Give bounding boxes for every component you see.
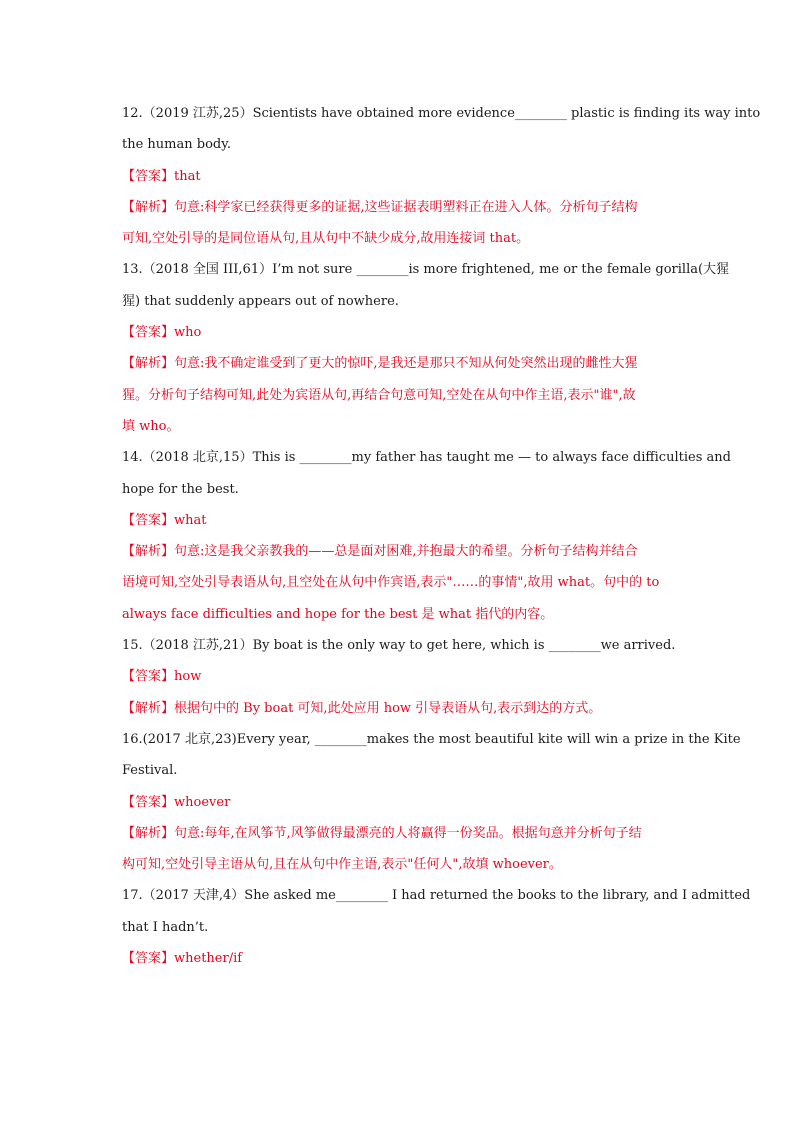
question-text: 15.（2018 江苏,21）By boat is the only way to get here, which is ________we arrived. [122,638,676,654]
question-block-12 [122,98,761,254]
explanation-tag: 【解析】 [122,700,175,716]
answer-tag: 【答案】 [122,168,175,184]
explanation-line [122,348,684,379]
question-text: 16.(2017 北京,23)Every year, ________makes the most beautiful kite will win a prize in the Kite [122,731,741,747]
question-list [122,98,761,974]
answer-tag: 【答案】 [122,794,175,810]
explanation-line [122,693,684,724]
question-text: 12.（2019 江苏,25）Scientists have obtained more evidence________ plastic is finding its way into [122,106,761,121]
question-block-17 [122,880,751,974]
answer-line [122,505,684,536]
question-block-15 [122,630,684,724]
answer-tag: 【答案】 [122,669,175,685]
explanation-text: 猩。分析句子结构可知,此处为宾语从句,再结合句意可知,空处在从句中作主语,表示"谁",故 [122,387,636,403]
explanation-line [122,818,684,849]
explanation-text: 填 who。 [122,418,180,434]
answer-tag: 【答案】 [122,512,175,528]
explanation-line [122,192,684,223]
answer-text: whoever [174,794,231,810]
explanation-text: 句意:科学家已经获得更多的证据,这些证据表明塑料正在进入人体。分析句子结构 [174,199,638,215]
explanation-text: 句意:这是我父亲教我的——总是面对困难,并抱最大的希望。分析句子结构并结合 [174,544,638,560]
question-text: 17.（2017 天津,4）She asked me________ I had returned the books to the library, and I admitted [122,888,751,904]
explanation-tag: 【解析】 [122,544,175,560]
explanation-tag: 【解析】 [122,199,175,215]
question-text: 猩) that suddenly appears out of nowhere. [122,293,399,309]
answer-line [122,661,684,692]
answer-text: who [174,325,202,341]
answer-line [122,317,684,348]
question-text: 14.（2018 北京,15）This is ________my father has taught me — to always face difficulties and [122,450,731,466]
explanation-text: 句意:我不确定谁受到了更大的惊吓,是我还是那只不知从何处突然出现的雌性大猩 [174,356,638,372]
question-block-13 [122,254,730,442]
explanation-line [122,536,684,567]
explanation-text: 语境可知,空处引导表语从句,且空处在从句中作宾语,表示"……的事情",故用 what。句中的 to [122,575,660,591]
question-text: 13.（2018 全国 III,61）I’m not sure ________is more frightened, me or the female gorilla(大猩 [122,262,730,278]
explanation-text: 可知,空处引导的是同位语从句,且从句中不缺少成分,故用连接词 that。 [122,231,530,247]
question-text: hope for the best. [122,481,239,497]
explanation-text: 根据句中的 By boat 可知,此处应用 how 引导表语从句,表示到达的方式。 [174,700,602,716]
explanation-text: 构可知,空处引导主语从句,且在从句中作主语,表示"任何人",故填 whoever。 [122,857,562,873]
explanation-text: always face difficulties and hope for the best 是 what 指代的内容。 [122,606,554,622]
answer-tag: 【答案】 [122,951,175,967]
answer-text: how [174,669,202,685]
explanation-text: 句意:每年,在风筝节,风筝做得最漂亮的人将赢得一份奖品。根据句意并分析句子结 [174,825,642,841]
answer-tag: 【答案】 [122,325,175,341]
explanation-tag: 【解析】 [122,356,175,372]
explanation-tag: 【解析】 [122,825,175,841]
question-block-16 [122,724,741,880]
answer-line [122,787,684,818]
answer-text: that [174,168,201,184]
answer-text: what [174,512,207,528]
answer-line [122,161,684,192]
question-text: Festival. [122,763,178,779]
answer-text: whether/if [174,951,243,967]
question-text: the human body. [122,137,231,153]
question-block-14 [122,442,731,630]
question-text: that I hadn’t. [122,919,209,935]
answer-line [122,943,684,974]
